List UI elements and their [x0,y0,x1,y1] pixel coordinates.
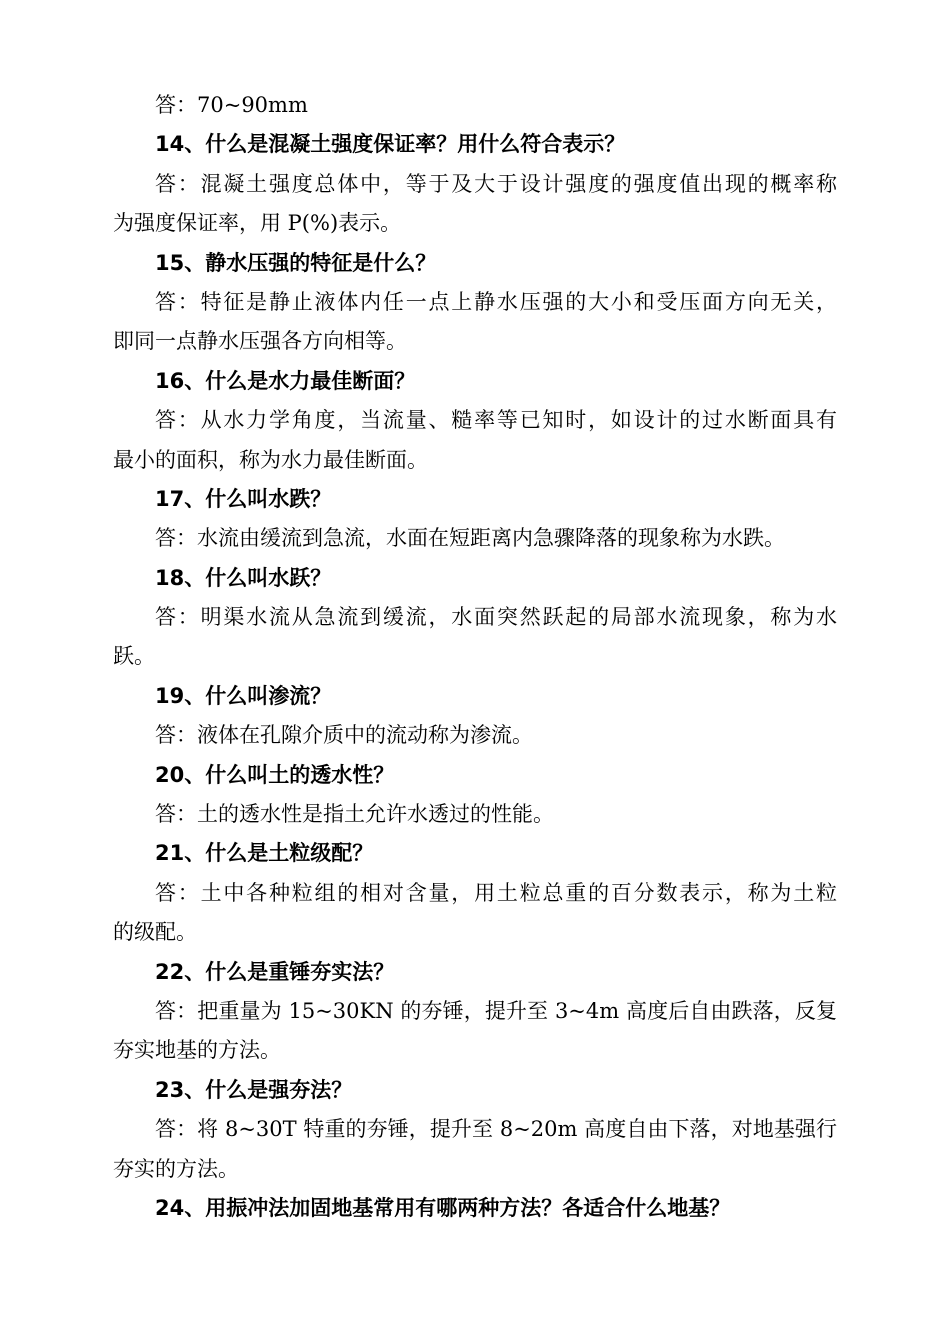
answer-line: 答：水流由缓流到急流，水面在短距离内急骤降落的现象称为水跌。 [155,526,785,551]
answer-line: 即同一点静水压强各方向相等。 [113,329,407,354]
answer-line: 答：土中各种粒组的相对含量，用土粒总重的百分数表示，称为土粒 [155,880,837,905]
answer-line: 的级配。 [113,920,197,945]
answer-paragraph [113,1110,837,1189]
answer-line: 跃。 [113,644,155,669]
answer-line: 答：土的透水性是指土允许水透过的性能。 [155,802,554,827]
answer-paragraph [113,165,837,244]
question-heading: 21、什么是土粒级配？ [155,841,374,866]
answer-paragraph [113,716,837,755]
answer-paragraph [113,86,837,125]
question-heading: 24、用振冲法加固地基常用有哪两种方法？各适合什么地基？ [155,1195,731,1220]
answer-line: 答：明渠水流从急流到缓流，水面突然跃起的局部水流现象，称为水 [155,605,837,630]
answer-line: 答：把重量为 15~30KN 的夯锤，提升至 3~4m 高度后自由跌落，反复 [155,998,837,1023]
question-heading: 22、什么是重锤夯实法？ [155,959,395,984]
question-heading: 15、静水压强的特征是什么？ [155,250,437,275]
question-heading: 18、什么叫水跃？ [155,565,332,590]
answer-paragraph [113,401,837,480]
question-heading: 23、什么是强夯法？ [155,1077,353,1102]
answer-line: 为强度保证率，用 P(%)表示。 [113,211,402,236]
answer-line: 答：70~90mm [155,93,308,117]
answer-paragraph [113,992,837,1071]
answer-paragraph [113,519,837,558]
question-heading: 19、什么叫渗流？ [155,683,332,708]
question-heading: 16、什么是水力最佳断面？ [155,368,416,393]
answer-paragraph [113,874,837,953]
qa-list [113,86,837,1228]
answer-line: 答：特征是静止液体内任一点上静水压强的大小和受压面方向无关， [155,289,837,314]
answer-line: 答：从水力学角度，当流量、糙率等已知时，如设计的过水断面具有 [155,408,837,433]
question-heading: 20、什么叫土的透水性？ [155,762,395,787]
question-heading: 17、什么叫水跌？ [155,486,332,511]
answer-line: 最小的面积，称为水力最佳断面。 [113,447,428,472]
question-heading: 14、什么是混凝土强度保证率？用什么符合表示？ [155,132,626,157]
answer-line: 夯实的方法。 [113,1156,239,1181]
answer-paragraph [113,795,837,834]
answer-line: 答：将 8~30T 特重的夯锤，提升至 8~20m 高度自由下落，对地基强行 [155,1117,837,1142]
answer-line: 答：混凝土强度总体中，等于及大于设计强度的强度值出现的概率称 [155,171,837,196]
answer-paragraph [113,598,837,677]
answer-line: 夯实地基的方法。 [113,1038,281,1063]
answer-line: 答：液体在孔隙介质中的流动称为渗流。 [155,723,533,748]
answer-paragraph [113,283,837,362]
